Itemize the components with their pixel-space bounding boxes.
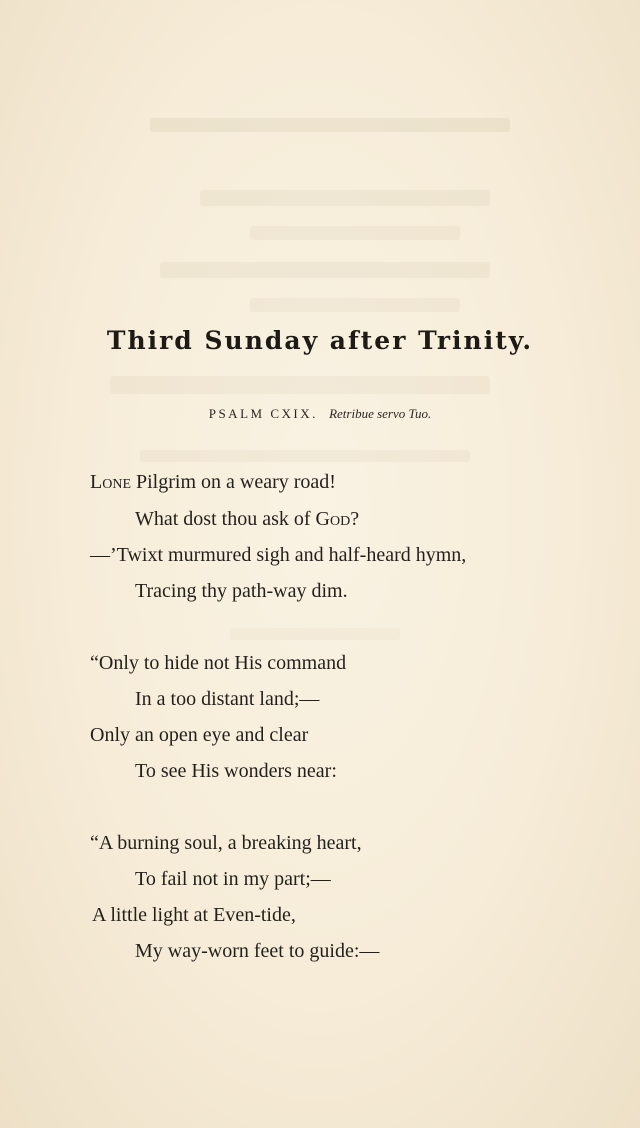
page-title: Third Sunday after Trinity. (106, 326, 534, 355)
show-through-bleed (110, 376, 490, 394)
latin-motto: Retribue servo Tuo. (329, 406, 432, 421)
poem-line: To fail not in my part;— (135, 868, 331, 890)
epigraph (0, 406, 640, 422)
poem-line: What dost thou ask of God? (135, 508, 360, 530)
psalm-reference: PSALM CXIX. (208, 406, 318, 421)
show-through-bleed (140, 450, 470, 462)
poem-line: Lone Pilgrim on a weary road! (90, 471, 336, 493)
poem-line: —’Twixt murmured sigh and half-heard hymn, (90, 544, 467, 566)
show-through-bleed (150, 118, 510, 132)
show-through-bleed (250, 298, 460, 312)
poem-line: In a too distant land;— (135, 688, 320, 710)
drop-word: Lone (90, 471, 131, 493)
poem-line: Only an open eye and clear (90, 724, 309, 746)
poem-line: “Only to hide not His command (90, 652, 347, 674)
poem-line: My way-worn feet to guide:— (135, 940, 380, 962)
poem-line: To see His wonders near: (135, 760, 337, 782)
poem-line: “A burning soul, a breaking heart, (90, 832, 362, 854)
show-through-bleed (200, 190, 490, 206)
poem-line: Tracing thy path-way dim. (135, 580, 348, 602)
poem-line: A little light at Even-tide, (92, 904, 296, 926)
show-through-bleed (250, 226, 460, 240)
show-through-bleed (230, 628, 400, 640)
show-through-bleed (160, 262, 490, 278)
